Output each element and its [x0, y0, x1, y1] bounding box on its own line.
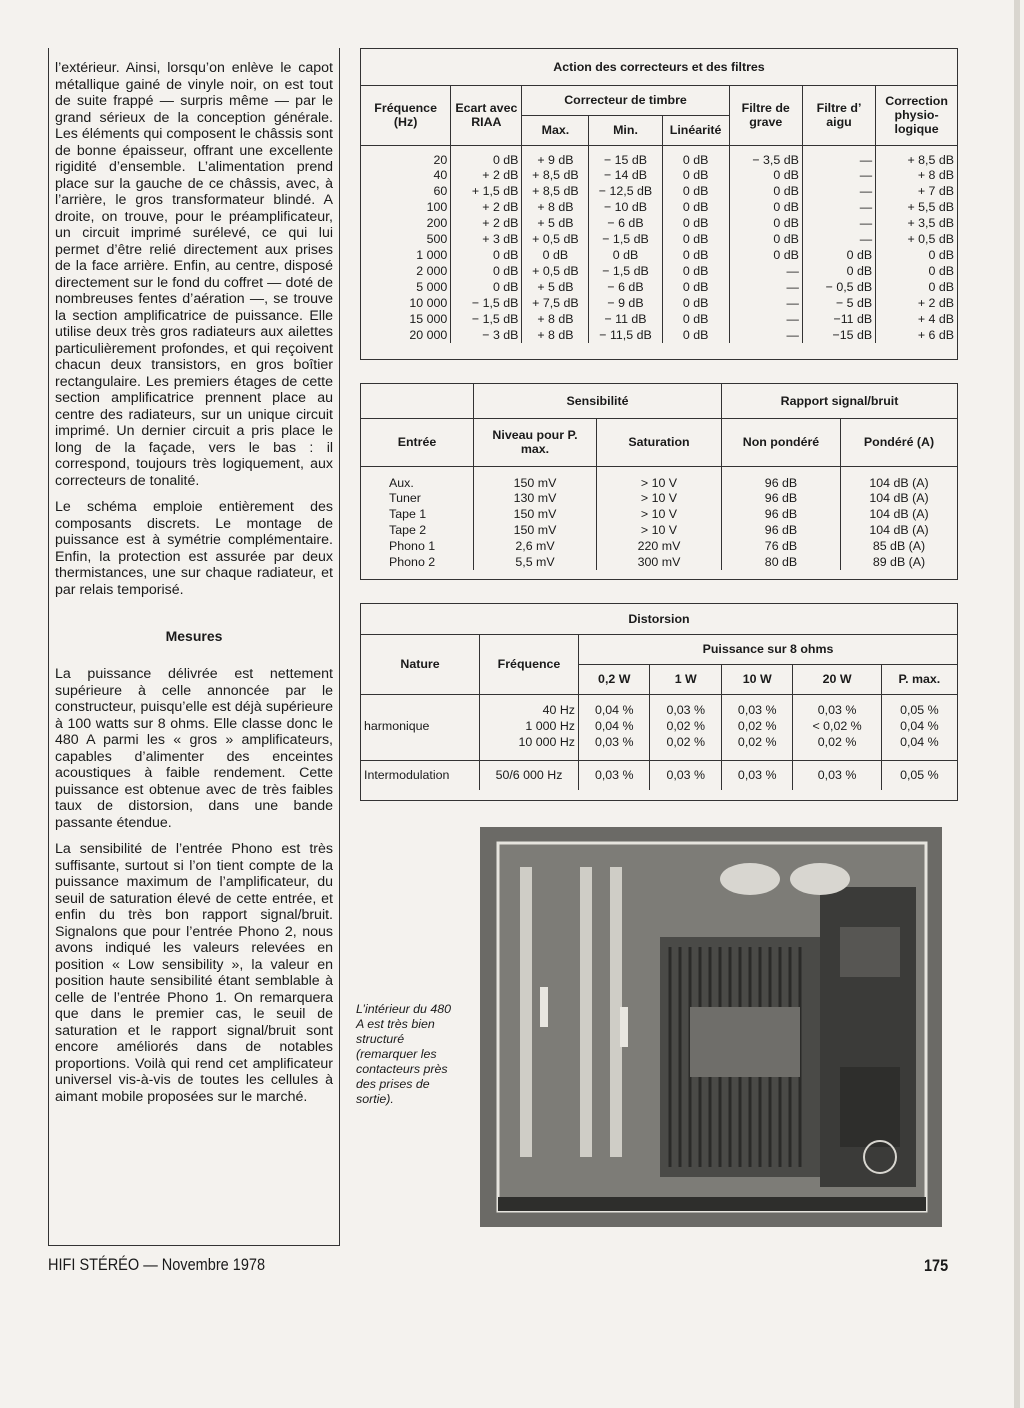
table-cell: −15 dB [802, 327, 875, 343]
table-cell: — [802, 199, 875, 215]
table-cell: 80 dB [722, 554, 841, 570]
table-row [361, 167, 957, 183]
table-cell: 0,02 % [721, 718, 792, 734]
table-cell: 0 dB [729, 215, 802, 231]
table-cell: 0 dB [662, 327, 729, 343]
table-cell: + 2 dB [451, 167, 522, 183]
col-header-min: Min. [589, 115, 662, 145]
table-cell: 0,02 % [793, 734, 881, 750]
table-cell: — [802, 145, 875, 167]
table-cell: − 11 dB [589, 311, 662, 327]
table-cell: 96 dB [722, 522, 841, 538]
col-header-physio: Correction physio- logique [876, 85, 957, 145]
table-title: Action des correcteurs et des filtres [361, 49, 957, 85]
table-row [361, 506, 957, 522]
table-cell: − 0,5 dB [802, 279, 875, 295]
table-cell: 150 mV [474, 466, 597, 490]
table-cell: 0 dB [662, 279, 729, 295]
table-cell: — [729, 263, 802, 279]
table-cell: 0 dB [729, 167, 802, 183]
table-cell: + 7,5 dB [522, 295, 589, 311]
table-cell: + 6 dB [917, 328, 954, 342]
table-cell: − 1,5 dB [451, 295, 522, 311]
table-cell: Tape 2 [361, 522, 474, 538]
table-cell: 0 dB [928, 248, 954, 262]
table-cell: 89 dB (A) [872, 555, 926, 569]
table-cell: 5,5 mV [474, 554, 597, 570]
table-cell: 0 dB [662, 167, 729, 183]
table-cell: 500 [361, 231, 451, 247]
col-header-sensibilite: Sensibilité [474, 384, 722, 418]
table-cell: 150 mV [474, 522, 597, 538]
table-cell: 0 dB [662, 199, 729, 215]
table-cell: − 12,5 dB [589, 183, 662, 199]
table-cell: + 8,5 dB [522, 167, 589, 183]
table-cell: — [802, 183, 875, 199]
table-cell: Tape 1 [361, 506, 474, 522]
table-cell: 96 dB [722, 490, 841, 506]
table-title: Distorsion [361, 604, 957, 634]
table-cell: 0,03 % [793, 702, 881, 718]
col-header-pondere: Pondéré (A) [841, 418, 958, 466]
table-cell: 15 000 [361, 311, 451, 327]
table-cell: + 5 dB [522, 279, 589, 295]
table-cell: 0,05 % [900, 703, 939, 717]
col-header-saturation: Saturation [597, 418, 722, 466]
table-cell: 85 dB (A) [872, 539, 926, 553]
col-header-non-pondere: Non pondéré [722, 418, 841, 466]
col-header-frequence: Fréquence [480, 634, 579, 694]
table-cell: 1 000 Hz [480, 718, 579, 734]
correctors-table [360, 48, 958, 360]
table-cell: + 0,5 dB [907, 232, 954, 246]
table-cell: 96 dB [722, 506, 841, 522]
table-cell: 0,03 % [721, 760, 792, 790]
table-cell: 0 dB [662, 183, 729, 199]
table-cell: > 10 V [597, 522, 722, 538]
table-cell: Aux. [361, 466, 474, 490]
table-row [361, 247, 957, 263]
table-cell: + 9 dB [522, 145, 589, 167]
table-cell: − 5 dB [802, 295, 875, 311]
table-cell: — [802, 167, 875, 183]
col-header-power: 1 W [650, 664, 721, 694]
table-cell: − 9 dB [589, 295, 662, 311]
table-cell: 130 mV [474, 490, 597, 506]
table-cell: 0,03 % [793, 760, 881, 790]
table-cell: − 11,5 dB [589, 327, 662, 343]
table-cell: 5 000 [361, 279, 451, 295]
col-header-nature: Nature [361, 634, 480, 694]
table-cell: + 8 dB [522, 199, 589, 215]
table-cell: 76 dB [722, 538, 841, 554]
table-cell: + 5 dB [522, 215, 589, 231]
table-cell: 0 dB [451, 279, 522, 295]
table-cell: 20 000 [361, 327, 451, 343]
row-label-harmonique: harmonique [361, 702, 480, 750]
table-cell: 10 000 [361, 295, 451, 311]
table-cell: 0 dB [928, 264, 954, 278]
table-cell: Phono 2 [361, 554, 474, 570]
col-header-power: 20 W [793, 664, 881, 694]
col-header-filtre-grave: Filtre de grave [729, 85, 802, 145]
distortion-table [360, 603, 958, 801]
table-cell: + 2 dB [451, 215, 522, 231]
table-cell: + 3,5 dB [907, 216, 954, 230]
table-cell: 0 dB [802, 247, 875, 263]
table-cell: 0,02 % [650, 718, 721, 734]
col-header-filtre-aigu: Filtre d’ aigu [802, 85, 875, 145]
table-cell: + 2 dB [451, 199, 522, 215]
page-number: 175 [924, 1256, 949, 1275]
table-cell: — [802, 215, 875, 231]
table-cell: 0 dB [522, 247, 589, 263]
table-row [361, 295, 957, 311]
table-cell: 2,6 mV [474, 538, 597, 554]
table-cell: — [729, 327, 802, 343]
table-cell: 150 mV [474, 506, 597, 522]
table-row [361, 279, 957, 295]
table-cell: + 1,5 dB [451, 183, 522, 199]
col-header-power: 0,2 W [579, 664, 650, 694]
table-cell: — [729, 311, 802, 327]
empty-cell [361, 384, 474, 418]
left-text-column [48, 48, 340, 1246]
col-header-rapport: Rapport signal/bruit [722, 384, 958, 418]
col-header-puissance: Puissance sur 8 ohms [579, 634, 958, 664]
table-cell: − 6 dB [589, 279, 662, 295]
table-cell: 0 dB [662, 311, 729, 327]
table-cell: Phono 1 [361, 538, 474, 554]
table-cell: 104 dB (A) [869, 491, 929, 505]
table-cell: > 10 V [597, 506, 722, 522]
table-cell: 0 dB [662, 247, 729, 263]
table-cell: < 0,02 % [793, 718, 881, 734]
table-cell: > 10 V [597, 466, 722, 490]
table-cell: 60 [361, 183, 451, 199]
table-cell: 0,04 % [579, 702, 650, 718]
table-cell: + 2 dB [917, 296, 954, 310]
table-cell: 20 [361, 145, 451, 167]
table-cell: 0 dB [662, 215, 729, 231]
table-cell: 300 mV [597, 554, 722, 570]
table-cell: − 6 dB [589, 215, 662, 231]
table-row [361, 490, 957, 506]
table-row [361, 466, 957, 490]
sensitivity-table [360, 383, 958, 580]
table-cell: 0,04 % [900, 735, 939, 749]
table-row [361, 327, 957, 343]
table-row [361, 538, 957, 554]
table-cell: 0 dB [729, 183, 802, 199]
table-cell: + 5,5 dB [907, 200, 954, 214]
table-cell: − 1,5 dB [451, 311, 522, 327]
table-cell: 0 dB [662, 231, 729, 247]
col-header-max: Max. [522, 115, 589, 145]
table-cell: − 3 dB [451, 327, 522, 343]
table-cell: + 7 dB [917, 184, 954, 198]
table-cell: + 0,5 dB [522, 231, 589, 247]
table-cell: 0,03 % [650, 760, 721, 790]
table-cell: + 3 dB [451, 231, 522, 247]
table-cell: 0,03 % [650, 702, 721, 718]
section-heading: Mesures [165, 628, 223, 644]
table-cell: — [802, 231, 875, 247]
table-row [361, 145, 957, 167]
col-header-frequency: Fréquence (Hz) [361, 85, 451, 145]
table-cell: + 8,5 dB [522, 183, 589, 199]
table-cell: 50/6 000 Hz [480, 760, 579, 790]
table-cell: + 8,5 dB [907, 153, 954, 167]
table-cell: > 10 V [597, 490, 722, 506]
table-cell: 10 000 Hz [480, 734, 579, 750]
table-cell: 0 dB [451, 145, 522, 167]
col-header-entree: Entrée [361, 418, 474, 466]
table-cell: + 4 dB [917, 312, 954, 326]
col-header-niveau: Niveau pour P. max. [474, 418, 597, 466]
table-cell: 0 dB [451, 247, 522, 263]
table-cell: 104 dB (A) [869, 523, 929, 537]
col-header-power: 10 W [721, 664, 792, 694]
table-cell: 0 dB [662, 263, 729, 279]
table-cell: + 8 dB [522, 311, 589, 327]
table-cell: − 10 dB [589, 199, 662, 215]
table-cell: Tuner [361, 490, 474, 506]
table-cell: 0,05 % [900, 768, 939, 783]
table-row [361, 522, 957, 538]
table-cell: — [729, 279, 802, 295]
paragraph: Le schéma emploie entièrement des composants discrets. Le montage de puissance est à symétrie complémentaire. Enfin, la protection est assurée par deux thermistances, une sur chaque radiateur, et par relais temporisé. [55, 499, 333, 598]
col-header-power: P. max. [881, 664, 957, 694]
table-cell: + 8 dB [522, 327, 589, 343]
table-row [361, 215, 957, 231]
magazine-footer: HIFI STÉRÉO — Novembre 1978 [48, 1256, 266, 1274]
table-cell: — [729, 295, 802, 311]
table-cell: 0,03 % [579, 734, 650, 750]
photo-illustration [480, 827, 942, 1227]
col-header-correcteur: Correcteur de timbre [522, 85, 729, 115]
paragraph: La sensibilité de l’entrée Phono est très suffisante, surtout si l’on tient compte de la puissance maximum de l’amplificateur, du seuil de saturation élevé de cette entrée, et enfin du très bon rapport signal/bruit. Signalons que pour l’entrée Phono 2, nous avons indiqué les valeurs relevées en position « Low sensibility », la valeur en position haute sensibilité étant semblable à celle de l’entrée Phono 1. On remarquera que dans le premier cas, le seuil de saturation et le rapport signal/bruit sont encore améliorés dans de notables proportions. Voilà qui rend cet amplificateur universel vis-à-vis de toutes les cellules à aimant mobile proposées sur le marché. [55, 841, 333, 1105]
table-cell: 0,02 % [721, 734, 792, 750]
table-cell: 0,03 % [579, 760, 650, 790]
table-cell: 100 [361, 199, 451, 215]
photo-caption: L’intérieur du 480 A est très bien structuré (remarquer les contacteurs près des prises de sortie). [356, 1002, 452, 1106]
table-row [361, 183, 957, 199]
table-cell: + 0,5 dB [522, 263, 589, 279]
table-cell: 0 dB [729, 247, 802, 263]
table-row [361, 199, 957, 215]
table-cell: 0 dB [662, 145, 729, 167]
table-row [361, 263, 957, 279]
paragraph: La puissance délivrée est nettement supérieure à celle annoncée par le constructeur, puisqu’elle est déjà supérieure à 100 watts sur 8 ohms. Elle classe donc le 480 A parmi les « gros » amplificateurs, capables d’alimenter des enceintes acoustiques à faible rendement. Cette puissance est obtenue avec de très faibles taux de distorsion, dans une bande passante étendue. [55, 666, 333, 831]
row-label-intermodulation: Intermodulation [361, 760, 480, 790]
table-cell: + 8 dB [917, 168, 954, 182]
table-cell: 1 000 [361, 247, 451, 263]
table-cell: 0 dB [451, 263, 522, 279]
table-cell: 104 dB (A) [869, 507, 929, 521]
table-row [361, 554, 957, 570]
table-cell: − 3,5 dB [729, 145, 802, 167]
table-cell: 0,03 % [721, 702, 792, 718]
table-cell: 0 dB [928, 280, 954, 294]
col-header-linearite: Linéarité [662, 115, 729, 145]
table-cell: 0,04 % [579, 718, 650, 734]
table-cell: 0 dB [589, 247, 662, 263]
table-row [361, 231, 957, 247]
table-cell: 200 [361, 215, 451, 231]
table-cell: 0 dB [729, 231, 802, 247]
table-cell: 0,04 % [900, 719, 939, 733]
table-cell: 2 000 [361, 263, 451, 279]
table-cell: − 1,5 dB [589, 231, 662, 247]
table-cell: − 1,5 dB [589, 263, 662, 279]
table-cell: − 15 dB [589, 145, 662, 167]
table-cell: 0 dB [662, 295, 729, 311]
table-cell: 96 dB [722, 466, 841, 490]
table-cell: 0,02 % [650, 734, 721, 750]
table-cell: 220 mV [597, 538, 722, 554]
table-cell: 104 dB (A) [869, 476, 929, 490]
page-edge-shadow [1014, 0, 1020, 1408]
table-cell: 40 Hz [480, 702, 579, 718]
table-cell: − 14 dB [589, 167, 662, 183]
table-cell: 40 [361, 167, 451, 183]
amplifier-interior-photo [480, 827, 942, 1227]
table-cell: −11 dB [802, 311, 875, 327]
table-cell: 0 dB [729, 199, 802, 215]
paragraph: l’extérieur. Ainsi, lorsqu’on enlève le capot métallique gainé de vinyle noir, on est tout de suite frappé — surpris même — par le grand sérieux de la conception générale. Les éléments qui composent le châssis sont de bonne épaisseur, offrant une excellente rigidité d’ensemble. L’alimentation prend place sur la gauche de ce châssis, avec, à l’arrière, le gros transformateur blindé. A droite, on trouve, pour le préamplificateur, un circuit imprimé surélevé, ce qui lui permet d’être relié directement aux prises de la face arrière. Enfin, au centre, disposé directement sur le fond du coffret — doté de nombreuses fentes d’aération —, se trouve la section amplificatrice de puissance. Elle utilise deux très gros radiateurs aux ailettes particulièrement profondes, et qui reçoivent chacun deux transistors, en gros boîtier rectangulaire. Les premiers étages de cette section amplificatrice prennent place au centre des radiateurs, sur un unique circuit imprimé. Un dernier circuit a pris place le long de la façade, vers le bas : il correspond, toujours très logiquement, aux correcteurs de tonalité. [55, 60, 333, 489]
table-cell: 0 dB [802, 263, 875, 279]
table-row [361, 311, 957, 327]
col-header-ecart: Ecart avec RIAA [451, 85, 522, 145]
